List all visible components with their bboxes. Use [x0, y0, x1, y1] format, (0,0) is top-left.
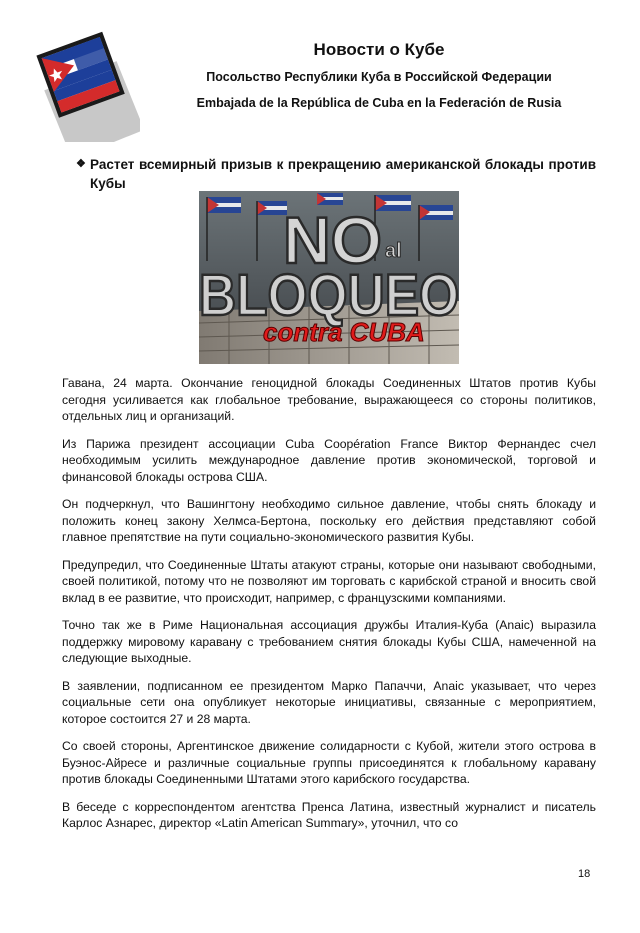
article-body [62, 375, 596, 843]
no-al-bloqueo-image [199, 191, 459, 364]
image-text-al: al [385, 240, 402, 262]
embassy-name-ru: Посольство Республики Куба в Российской Федерации [206, 70, 552, 84]
headline-text: Растет всемирный призыв к прекращению американской блокады против Кубы [90, 157, 596, 191]
page-number: 18 [578, 868, 591, 880]
paragraph: В заявлении, подписанном ее президентом Марко Папаччи, Anaic указывает, что через социальные сети она опубликует некоторые инициативы, связанные с мероприятием, которое состоится 27 и 28 марта. [62, 678, 596, 726]
paragraph: Гавана, 24 марта. Окончание геноцидной блокады Соединенных Штатов против Кубы сегодня усиливается как глобальное требование, выражающееся со стороны политиков, отдельных лиц и организаций. [62, 376, 596, 423]
cuba-russia-flags-icon [36, 30, 140, 142]
article-photo [199, 191, 459, 364]
page-title: Новости о Кубе [313, 40, 445, 59]
paragraph: Точно так же в Риме Национальная ассоциация дружбы Италия-Куба (Anaic) выразила поддержку мировому каравану с требованием снятия блокады Кубы США, намеченной на следующие выходные. [62, 618, 596, 665]
paragraph: Со своей стороны, Аргентинское движение солидарности с Кубой, жители этого острова в Буэнос-Айресе и различные социальные группы присоединятся к глобальному каравану против блокады Соединенными Штатами этого карибского государства. [62, 739, 596, 786]
paragraph: Из Парижа президент ассоциации Cuba Coopération France Виктор Фернандес счел необходимым усилить международное давление против экономической, торговой и финансовой блокады острова США. [62, 436, 596, 484]
image-text-bloqueo: BLOQUEO [199, 263, 459, 328]
diamond-bullet-icon: ❖ [76, 158, 86, 170]
image-text-no: NO [283, 203, 382, 277]
paragraph: В беседе с корреспондентом агентства Пренса Латина, известный журналист и писатель Карлос Азнарес, директор «Latin American Summary», уточнил, что со [62, 799, 596, 830]
paragraph: Предупредил, что Соединенные Штаты атакуют страны, которые они называют свободными, своей политикой, потому что не позволяют им торговать с карибской страной и вносить свой вклад в ее развитие, что происходит, например, с французскими компаниями. [62, 557, 596, 605]
embassy-name-es: Embajada de la República de Cuba en la Federación de Rusia [196, 96, 562, 110]
image-text-contra-cuba: contra CUBA [263, 317, 425, 347]
article-headline [76, 155, 596, 193]
paragraph: Он подчеркнул, что Вашингтону необходимо сильное давление, чтобы снять блокаду и положить конец закону Хелмса-Бертона, поскольку его действия представляют собой главное препятствие на пути социально-экономического развития Кубы. [62, 497, 596, 544]
